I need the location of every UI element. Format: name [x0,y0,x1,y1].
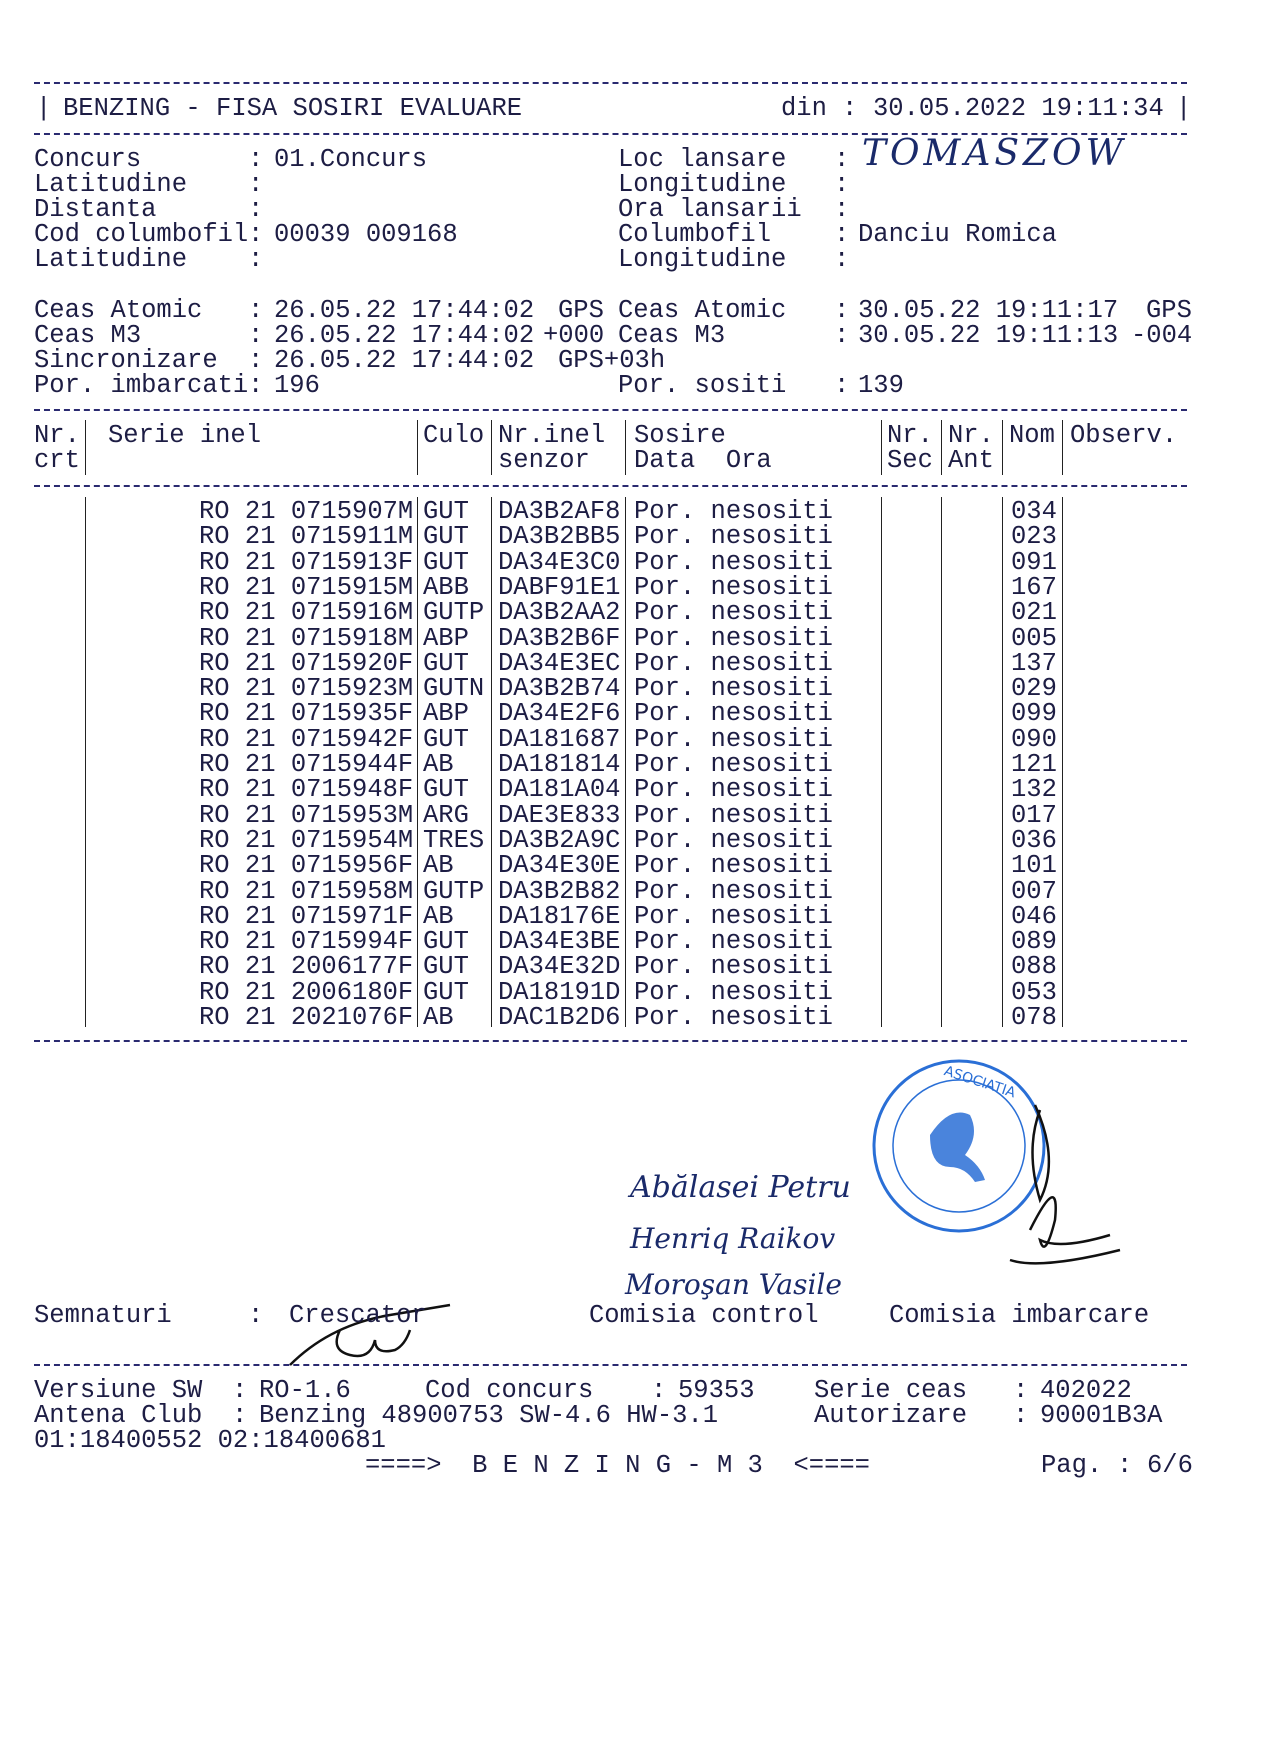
ring-series: RO 21 0715913F [199,547,414,577]
colon: : [834,371,850,400]
ring-series: RO 21 0715935F [199,699,414,729]
color-code: GUT [423,977,469,1007]
clock-value: 26.05.22 17:44:02 [274,321,535,350]
comisia-imbarcare-label: Comisia imbarcare [889,1301,1150,1330]
column-header-nom: Nom [1009,421,1055,450]
nom-number: 078 [1011,1003,1057,1032]
brand-line: ====> B E N Z I N G - M 3 <==== [365,1451,870,1480]
clock-suffix: GPS [558,296,604,325]
clock-label: Por. imbarcati [34,371,249,400]
serie-ceas-value: 402022 [1040,1376,1132,1405]
ring-series: RO 21 0715923M [199,674,414,704]
column-divider [491,420,492,475]
color-code: AB [423,1003,454,1032]
clock-suffix: -004 [1131,321,1193,350]
sensor-ring: DABF91E1 [498,572,621,602]
serie-ceas-label: Serie ceas [814,1376,968,1405]
column-header-serie: Serie inel [108,421,262,450]
column-header-senzor: Nr.inel [498,421,606,450]
info-label: Distanta [34,195,157,224]
arrival-status: Por. nesositi [634,572,833,602]
clock-value: 139 [858,371,904,400]
arrival-status: Por. nesositi [634,800,833,830]
nom-number: 167 [1011,572,1057,602]
color-code: GUTP [423,876,485,906]
arrival-status: Por. nesositi [634,724,833,754]
nom-number: 091 [1011,547,1057,577]
colon: : [248,346,264,375]
ring-series: RO 21 0715916M [199,598,414,628]
signature-control-3: Moroşan Vasile [625,1268,842,1301]
nom-number: 137 [1011,648,1057,678]
comisia-control-label: Comisia control [589,1301,819,1330]
info-label: Cod columbofil [34,220,249,249]
antene-ids: 01:18400552 02:18400681 [34,1426,386,1455]
colon: : [842,94,858,123]
info-label: Longitudine [618,245,787,274]
color-code: AB [423,851,454,881]
arrival-status: Por. nesositi [634,547,833,577]
autorizare-label: Autorizare [814,1401,968,1430]
antena-value: Benzing 48900753 SW-4.6 HW-3.1 [259,1401,719,1430]
ring-series: RO 21 0715956F [199,851,414,881]
arrival-status: Por. nesositi [634,775,833,805]
nom-number: 089 [1011,927,1057,957]
colon: : [248,170,264,199]
arrival-status: Por. nesositi [634,750,833,779]
nom-number: 021 [1011,598,1057,628]
antena-label: Antena Club [34,1401,203,1430]
arrival-status: Por. nesositi [634,699,833,729]
svg-text:ASOCIATIA: ASOCIATIA [942,1063,1018,1102]
ring-series: RO 21 0715918M [199,623,414,653]
color-code: GUT [423,952,469,982]
colon: : [834,195,850,224]
sensor-ring: DA3B2AA2 [498,598,621,628]
column-divider [625,497,626,1027]
ring-series: RO 21 0715942F [199,724,414,754]
divider [34,1040,1187,1042]
sensor-ring: DAC1B2D6 [498,1003,621,1032]
ring-series: RO 21 0715948F [199,775,414,805]
colon: : [651,1376,667,1405]
border-bar: | [1176,94,1192,123]
colon: : [1013,1376,1029,1405]
colon: : [248,321,264,350]
color-code: ABB [423,572,469,602]
sensor-ring: DA3B2BB5 [498,522,621,552]
column-divider [1002,497,1003,1027]
color-code: GUT [423,724,469,754]
colon: : [834,145,850,174]
colon: : [834,321,850,350]
sensor-ring: DA34E30E [498,851,621,881]
color-code: ABP [423,699,469,729]
column-header-sec: Nr. [887,421,933,450]
colon: : [248,1301,264,1330]
column-divider [881,420,882,475]
clock-suffix: GPS+03h [558,346,666,375]
nom-number: 023 [1011,522,1057,552]
color-code: TRES [423,825,485,855]
column-divider [941,497,942,1027]
clock-label: Ceas M3 [34,321,142,350]
clock-label: Ceas Atomic [618,296,787,325]
colon: : [232,1401,248,1430]
autorizare-value: 90001B3A [1040,1401,1163,1430]
sensor-ring: DA34E3BE [498,927,621,957]
page-label: Pag. [1041,1451,1103,1480]
ring-series: RO 21 2006177F [199,952,414,982]
clock-value: 26.05.22 17:44:02 [274,296,535,325]
color-code: GUTP [423,598,485,628]
column-divider [941,420,942,475]
clock-value: 30.05.22 19:11:17 [858,296,1119,325]
ring-series: RO 21 0715915M [199,572,414,602]
nom-number: 099 [1011,699,1057,729]
clock-value: 30.05.22 19:11:13 [858,321,1119,350]
clock-value: 196 [274,371,320,400]
arrival-status: Por. nesositi [634,674,833,704]
nom-number: 088 [1011,952,1057,982]
color-code: GUT [423,927,469,957]
info-label: Latitudine [34,170,188,199]
color-code: GUT [423,547,469,577]
nom-number: 017 [1011,800,1057,830]
info-label: Longitudine [618,170,787,199]
page-number: 6/6 [1147,1451,1193,1480]
column-divider [85,497,86,1027]
column-divider [491,497,492,1027]
info-value: 00039 009168 [274,220,458,249]
column-divider [417,420,418,475]
signature-imbarcare [950,1080,1130,1300]
sensor-ring: DA3B2B6F [498,623,621,653]
ring-series: RO 21 0715907M [199,497,414,526]
sensor-ring: DA3B2B82 [498,876,621,906]
document-title: BENZING - FISA SOSIRI EVALUARE [63,94,523,123]
colon: : [834,170,850,199]
clock-label: Por. sositi [618,371,787,400]
nom-number: 090 [1011,724,1057,754]
nom-number: 132 [1011,775,1057,805]
ring-series: RO 21 0715920F [199,648,414,678]
arrival-status: Por. nesositi [634,1003,833,1032]
ring-series: RO 21 0715944F [199,750,414,779]
colon: : [834,296,850,325]
sensor-ring: DA3B2B74 [498,674,621,704]
column-divider [1062,497,1063,1027]
column-header-nr_crt: crt [34,446,80,475]
info-label: Concurs [34,145,142,174]
sensor-ring: DA181A04 [498,775,621,805]
column-header-ant: Nr. [948,421,994,450]
signatures-label: Semnaturi [34,1301,172,1330]
versiune-value: RO-1.6 [259,1376,351,1405]
color-code: AB [423,750,454,779]
column-header-sec: Sec [887,446,933,475]
arrival-status: Por. nesositi [634,977,833,1007]
column-header-obs: Observ. [1070,421,1178,450]
signature-control-1: Abălasei Petru [630,1170,851,1205]
info-value: Danciu Romica [858,220,1057,249]
color-code: GUT [423,497,469,526]
column-header-nr_crt: Nr. [34,421,80,450]
column-header-sosire: Data Ora [634,446,772,475]
clock-suffix: GPS [1146,296,1192,325]
colon: : [834,220,850,249]
column-divider [1002,420,1003,475]
color-code: GUT [423,648,469,678]
sensor-ring: DA181687 [498,724,621,754]
arrival-status: Por. nesositi [634,851,833,881]
ring-series: RO 21 2021076F [199,1003,414,1032]
sensor-ring: DA34E2F6 [498,699,621,729]
signature-control-2: Henriq Raikov [630,1222,836,1255]
arrival-status: Por. nesositi [634,901,833,931]
clock-label: Ceas M3 [618,321,726,350]
divider [34,1364,1187,1366]
colon: : [1013,1401,1029,1430]
colon: : [248,220,264,249]
color-code: ABP [423,623,469,653]
colon: : [248,245,264,274]
sensor-ring: DA18191D [498,977,621,1007]
ring-series: RO 21 0715958M [199,876,414,906]
arrival-status: Por. nesositi [634,648,833,678]
arrival-status: Por. nesositi [634,623,833,653]
column-divider [1062,420,1063,475]
ring-series: RO 21 0715994F [199,927,414,957]
ring-series: RO 21 0715954M [199,825,414,855]
colon: : [232,1376,248,1405]
nom-number: 034 [1011,497,1057,526]
color-code: AB [423,901,454,931]
color-code: GUTN [423,674,485,704]
column-header-senzor: senzor [498,446,590,475]
colon: : [248,371,264,400]
colon: : [248,145,264,174]
nom-number: 007 [1011,876,1057,906]
info-label: Loc lansare [618,145,787,174]
ring-series: RO 21 0715911M [199,522,414,552]
sensor-ring: DA34E3EC [498,648,621,678]
sensor-ring: DAE3E833 [498,800,621,830]
color-code: ARG [423,800,469,830]
clock-value: 26.05.22 17:44:02 [274,346,535,375]
column-divider [85,420,86,475]
colon: : [248,296,264,325]
column-header-ant: Ant [948,446,994,475]
info-label: Columbofil [618,220,772,249]
color-code: GUT [423,522,469,552]
sensor-ring: DA34E3C0 [498,547,621,577]
sensor-ring: DA34E32D [498,952,621,982]
clock-label: Sincronizare [34,346,218,375]
crescator-label: Crescator [289,1301,427,1330]
arrival-status: Por. nesositi [634,497,833,526]
handwritten-loc-lansare: TOMASZOW [862,133,1127,174]
ring-series: RO 21 0715953M [199,800,414,830]
divider [34,82,1187,84]
info-value: 01.Concurs [274,145,428,174]
arrival-status: Por. nesositi [634,825,833,855]
ring-series: RO 21 0715971F [199,901,414,931]
divider [34,485,1187,487]
info-label: Latitudine [34,245,188,274]
nom-number: 053 [1011,977,1057,1007]
nom-number: 029 [1011,674,1057,704]
arrival-status: Por. nesositi [634,522,833,552]
column-header-sosire: Sosire [634,421,726,450]
border-bar: | [36,94,52,123]
column-header-culo: Culo [423,421,485,450]
sensor-ring: DA181814 [498,750,621,779]
ring-series: RO 21 2006180F [199,977,414,1007]
sensor-ring: DA3B2A9C [498,825,621,855]
cod-concurs-label: Cod concurs [425,1376,594,1405]
print-date: 30.05.2022 19:11:34 [873,94,1164,123]
nom-number: 046 [1011,901,1057,931]
color-code: GUT [423,775,469,805]
colon: : [248,195,264,224]
colon: : [834,245,850,274]
arrival-status: Por. nesositi [634,927,833,957]
nom-number: 101 [1011,851,1057,881]
sensor-ring: DA3B2AF8 [498,497,621,526]
versiune-label: Versiune SW [34,1376,203,1405]
divider [34,409,1187,411]
cod-concurs-value: 59353 [678,1376,755,1405]
arrival-status: Por. nesositi [634,876,833,906]
sensor-ring: DA18176E [498,901,621,931]
clock-label: Ceas Atomic [34,296,203,325]
column-divider [881,497,882,1027]
arrival-status: Por. nesositi [634,952,833,982]
nom-number: 121 [1011,750,1057,779]
colon: : [1117,1451,1133,1480]
nom-number: 036 [1011,825,1057,855]
arrival-status: Por. nesositi [634,598,833,628]
column-divider [625,420,626,475]
info-label: Ora lansarii [618,195,802,224]
clock-suffix: +000 [543,321,605,350]
nom-number: 005 [1011,623,1057,653]
column-divider [417,497,418,1027]
date-label: din [781,94,827,123]
